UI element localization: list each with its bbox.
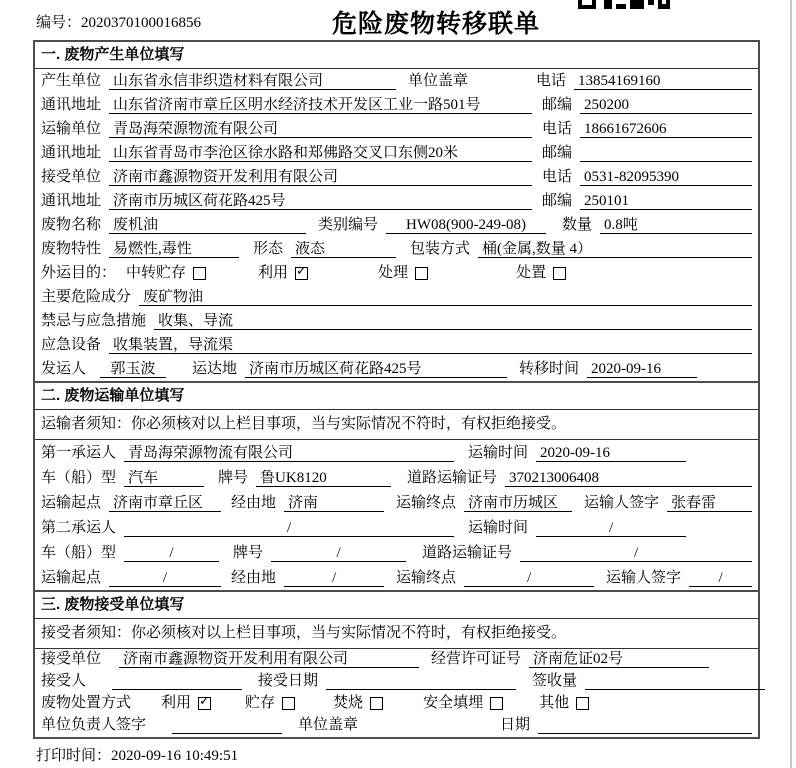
form-row (35, 189, 758, 213)
field-value: 液态 (291, 241, 396, 258)
field-label: 第二承运人 (41, 520, 117, 536)
field-value: / (464, 570, 594, 587)
section-title: 三. 废物接受单位填写 (35, 592, 758, 619)
field-value: 250200 (580, 97, 752, 114)
field-label: 运输单位 (41, 121, 102, 137)
checkbox-item (516, 265, 566, 282)
field-value: 易燃性,毒性 (109, 241, 239, 258)
field-value: 济南市鑫源物资开发利用有限公司 (109, 169, 532, 186)
checkbox-label: 安全填埋 (423, 695, 484, 711)
checkbox-label: 利用 (161, 695, 192, 711)
field-label: 运输起点 (41, 570, 102, 586)
field-label: 接受单位 (41, 169, 102, 185)
field-label: 运输人签字 (606, 570, 682, 586)
field-value: 收集、导流 (154, 313, 752, 330)
checkbox-item (423, 695, 503, 712)
field-label: 运输人签字 (584, 495, 660, 511)
field-value: 青岛海荣源物流有限公司 (124, 445, 454, 462)
section-title: 二. 废物运输单位填写 (35, 383, 758, 410)
field-label: 牌号 (218, 470, 249, 486)
section-1 (33, 40, 760, 383)
checkbox (576, 697, 589, 710)
checkbox (415, 267, 428, 280)
field-value (538, 717, 752, 734)
form-row (35, 465, 758, 490)
document-number-label: 编号： (36, 15, 82, 31)
form-row (35, 440, 758, 465)
form-row (35, 261, 758, 285)
field-value: 13854169160 (574, 73, 752, 90)
field-label: 接受人 (41, 673, 87, 689)
field-label: 运输起点 (41, 495, 102, 511)
field-value: 18661672606 (580, 121, 752, 138)
form-body (33, 40, 760, 739)
field-label: 经营许可证号 (431, 651, 522, 667)
field-label: 牌号 (233, 545, 264, 561)
checkbox-item (378, 265, 428, 282)
field-label: 类别编号 (318, 217, 379, 233)
checkbox (193, 267, 206, 280)
field-value: 汽车 (124, 470, 204, 487)
checkbox (553, 267, 566, 280)
field-label: 包装方式 (410, 241, 471, 257)
field-value: 济南危证02号 (529, 651, 709, 668)
checkbox (282, 697, 295, 710)
check-mark-icon: ✓ (296, 264, 307, 279)
field-label: 发运人 (41, 361, 87, 377)
form-row (35, 141, 758, 165)
form-row (35, 649, 758, 671)
print-time-value: 2020-09-16 10:49:51 (111, 748, 239, 764)
field-value: 废机油 (109, 217, 306, 234)
field-value: HW08(900-249-08) (386, 217, 546, 234)
field-label: 禁忌与应急措施 (41, 313, 147, 329)
document-number (36, 11, 201, 32)
form-row (35, 490, 758, 515)
field-label: 道路运输证号 (407, 470, 498, 486)
form-row (35, 565, 758, 590)
field-label: 单位盖章 (408, 73, 469, 89)
form-row (35, 285, 758, 309)
field-value: / (689, 570, 752, 587)
field-label: 通讯地址 (41, 193, 102, 209)
checkbox-item (539, 695, 589, 712)
field-value: / (124, 545, 219, 562)
field-label: 邮编 (541, 145, 572, 161)
field-label: 电话 (541, 169, 572, 185)
field-value: / (109, 570, 221, 587)
form-row (35, 693, 758, 715)
form-row (35, 93, 758, 117)
document-number-value: 2020370100016856 (81, 15, 202, 31)
form-row (35, 540, 758, 565)
field-value: / (520, 545, 752, 562)
check-mark-icon: ✓ (199, 694, 210, 709)
field-label: 通讯地址 (41, 145, 102, 161)
form-row (35, 237, 758, 261)
checkbox-item (126, 265, 206, 282)
form-row (35, 69, 758, 93)
form-row (35, 213, 758, 237)
checkbox-label: 利用 (258, 265, 289, 281)
field-label: 车（船）型 (41, 545, 117, 561)
field-value: 济南市鑫源物资开发利用有限公司 (119, 651, 419, 668)
field-value (112, 673, 242, 690)
field-value: 2020-09-16 (587, 361, 697, 378)
field-label: 运达地 (192, 361, 238, 377)
field-value: / (536, 520, 686, 537)
checkbox-label: 处置 (516, 265, 547, 281)
field-value: 济南市历城区 (464, 495, 572, 512)
field-value: / (124, 520, 454, 537)
field-label: 废物名称 (41, 217, 102, 233)
field-value: 郭玉波 (100, 361, 166, 378)
checkbox (370, 697, 383, 710)
form-row (35, 309, 758, 333)
field-label: 道路运输证号 (422, 545, 513, 561)
form-row (35, 333, 758, 357)
field-value: 桶(金属,数量 4） (478, 241, 752, 258)
field-value: 青岛海荣源物流有限公司 (109, 121, 532, 138)
field-label: 邮编 (541, 97, 572, 113)
field-label: 运输终点 (396, 570, 457, 586)
checkbox-label: 处理 (378, 265, 409, 281)
field-value: 济南市章丘区 (109, 495, 221, 512)
field-label: 形态 (253, 241, 284, 257)
field-value: 济南 (284, 495, 384, 512)
checkbox-label: 焚烧 (333, 695, 364, 711)
field-value: 收集装置，导流渠 (109, 337, 752, 354)
section-3 (33, 590, 760, 739)
field-label: 电话 (536, 73, 567, 89)
field-value (172, 717, 282, 734)
section-note: 接受者须知：你必须核对以上栏目事项，当与实际情况不符时，有权拒绝接受。 (35, 619, 758, 649)
field-label: 接受单位 (41, 651, 102, 667)
checkbox (198, 694, 211, 710)
field-value: 鲁UK8120 (256, 470, 391, 487)
field-value: 250101 (580, 193, 752, 210)
field-value: 0.8吨 (600, 217, 752, 234)
field-value: 山东省青岛市李沧区徐水路和郑佛路交叉口东侧20米 (109, 145, 532, 162)
field-label: 经由地 (231, 495, 277, 511)
field-label: 产生单位 (41, 73, 102, 89)
field-label: 签收量 (532, 673, 578, 689)
field-value: 济南市历城区荷花路425号 (245, 361, 507, 378)
form-row (35, 671, 758, 693)
section-2 (33, 381, 760, 592)
field-label: 废物处置方式 (41, 695, 132, 711)
field-value: 370213006408 (505, 470, 752, 487)
form-row (35, 117, 758, 141)
field-value: 0531-82095390 (580, 169, 752, 186)
checkbox-item (333, 695, 383, 712)
form-row (35, 515, 758, 540)
field-value: 山东省济南市章丘区明水经济技术开发区工业一路501号 (109, 97, 532, 114)
field-label: 转移时间 (519, 361, 580, 377)
field-value: / (271, 545, 406, 562)
field-label: 日期 (500, 717, 531, 733)
field-label: 接受日期 (258, 673, 319, 689)
field-label: 数量 (562, 217, 593, 233)
field-value: 废矿物油 (139, 289, 752, 306)
form-row (35, 357, 758, 381)
field-label: 电话 (541, 121, 572, 137)
checkbox-label: 其他 (539, 695, 570, 711)
checkbox-item (161, 695, 211, 712)
field-value: 张春雷 (667, 495, 752, 512)
field-label: 运输终点 (396, 495, 457, 511)
field-label: 经由地 (231, 570, 277, 586)
section-title: 一. 废物产生单位填写 (35, 42, 758, 69)
field-label: 单位负责人签字 (41, 717, 147, 733)
field-label: 主要危险成分 (41, 289, 132, 305)
field-value (326, 673, 516, 690)
field-label: 废物特性 (41, 241, 102, 257)
form-row (35, 165, 758, 189)
checkbox-label: 中转贮存 (126, 265, 187, 281)
page-edge-line (790, 0, 792, 768)
field-label: 运输时间 (468, 520, 529, 536)
field-label: 邮编 (541, 193, 572, 209)
section-note: 运输者须知：你必须核对以上栏目事项，当与实际情况不符时，有权拒绝接受。 (35, 410, 758, 440)
field-label: 车（船）型 (41, 470, 117, 486)
field-label: 运输时间 (468, 445, 529, 461)
field-value: 济南市历城区荷花路425号 (109, 193, 532, 210)
field-label: 应急设备 (41, 337, 102, 353)
qr-code-fragment (578, 0, 670, 10)
field-value: 山东省永信非织造材料有限公司 (109, 73, 396, 90)
field-label: 外运目的： (41, 265, 117, 281)
field-label: 单位盖章 (298, 717, 359, 733)
checkbox-item (245, 695, 295, 712)
checkbox-label: 贮存 (245, 695, 276, 711)
field-label: 通讯地址 (41, 97, 102, 113)
checkbox (295, 264, 308, 280)
field-value: 2020-09-16 (536, 445, 686, 462)
form-row (35, 715, 758, 737)
field-value: / (284, 570, 384, 587)
page-title: 危险废物转移联单 (332, 10, 541, 38)
field-label: 第一承运人 (41, 445, 117, 461)
print-time-label: 打印时间： (36, 748, 112, 764)
print-time (36, 744, 238, 765)
field-value (585, 673, 765, 690)
checkbox-item (258, 265, 308, 282)
field-value (580, 145, 752, 162)
checkbox (490, 697, 503, 710)
